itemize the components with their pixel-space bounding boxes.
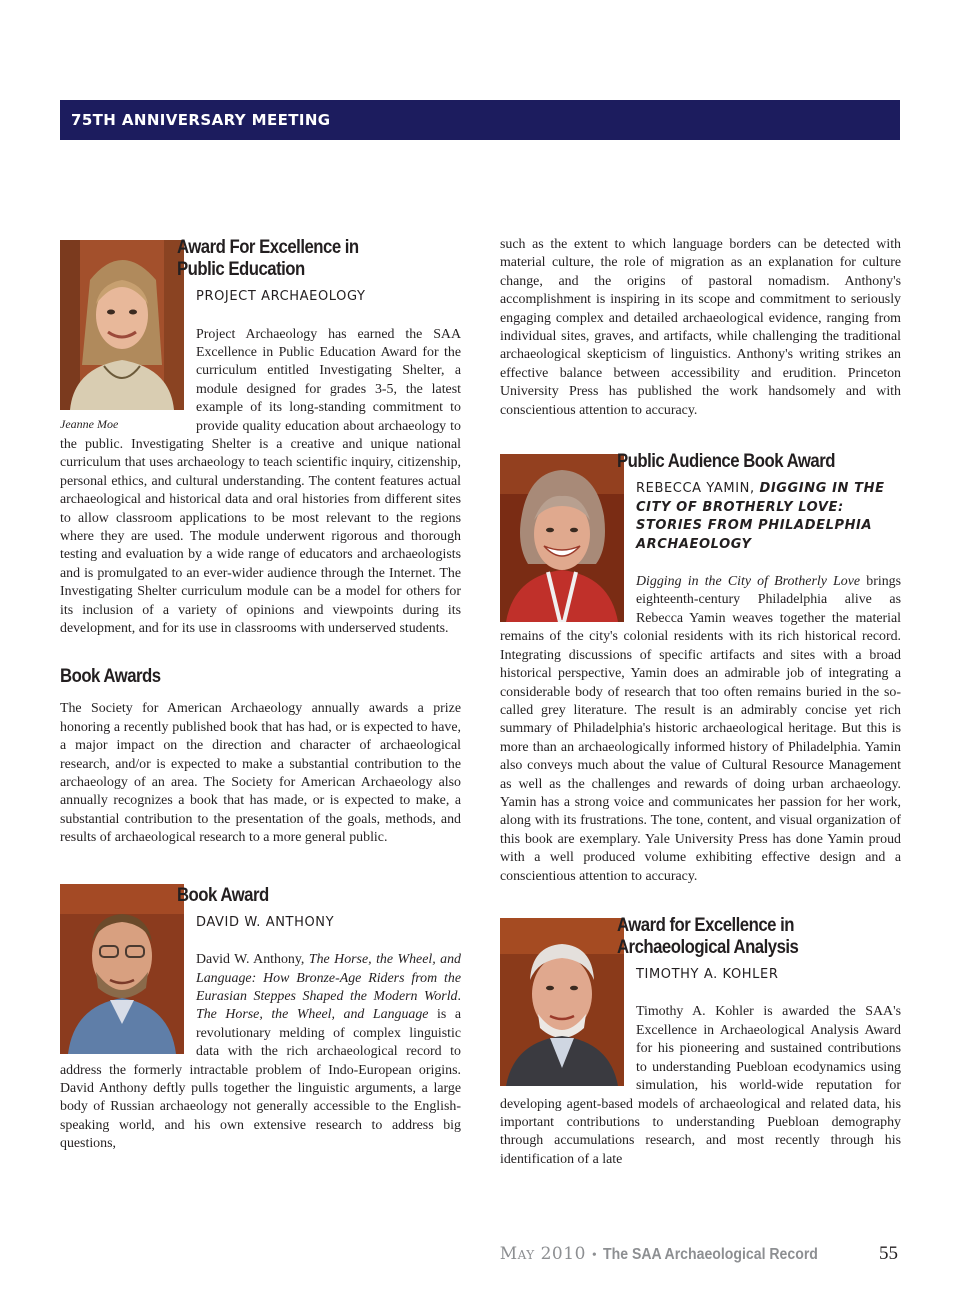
award-title: Award for Excellence in Archaeological Analysis bbox=[616, 913, 799, 958]
award-title: Book Award bbox=[176, 883, 269, 906]
public-education-award bbox=[60, 236, 461, 638]
footer-issue-date: May 2010 bbox=[499, 1244, 586, 1264]
award-body: David W. Anthony, The Horse, the Wheel, and Language: How Bronze-Age Riders from the Eurasian Steppes Shaped the Modern World. The Horse, the Wheel, and Language is a revolutionary melding of complex linguistic data with the rich archaeological record to address the formerly intractable problem of Indo-European origins. David Anthony deftly pulls together the linguistic arguments, a large body of Russian archaeology not generally accessible to the English-speaking world, and his own extensive research to address big questions, bbox=[60, 952, 462, 1152]
book-award-continued: such as the extent to which language borders can be detected with material culture, the role of migration as an explanation for culture change, and the origins of pastoral nomadism. Anthony's accomplishment is inspiring in its scope and commitment to seriously engaging complex and detailed archaeological evidence, ranging from individual sites, graves, and artifacts, while challenging the traditional archaeological skepticism of linguistics. Anthony's writing strikes an effective balance between accessibility and erudition. Princeton University Press has published the work handsomely and with conscientious attention to accuracy. bbox=[500, 237, 901, 418]
footer-journal-name: The SAA Archaeological Record bbox=[602, 1246, 818, 1263]
book-title: Digging in the City of Brotherly Love bbox=[636, 574, 861, 590]
award-recipient: DAVID W. ANTHONY bbox=[196, 914, 335, 930]
right-column bbox=[500, 236, 901, 1169]
portrait-image bbox=[500, 454, 624, 622]
award-recipient: PROJECT ARCHAEOLOGY bbox=[196, 289, 366, 304]
book-title: The Horse, the Wheel, and Language: How Bronze-Age Riders from the Eurasian Steppes Shaped the Modern World bbox=[196, 952, 462, 1004]
award-recipient: TIMOTHY A. KOHLER bbox=[636, 966, 779, 982]
footer-bullet-icon: • bbox=[591, 1248, 597, 1263]
award-body: Project Archaeology has earned the SAA Excellence in Public Education Award for the curriculum entitled Investigating Shelter, a module designed for grades 3-5, the latest example of its long-standing commitment to provide quality education about archaeology to the public. Investigating Shelter is a creative and unique national curriculum that uses archaeology to teach scientific inquiry, citizenship, personal ethics, and cultural understanding. The content features actual archaeological and historical data and oral histories from different sites to allow classroom applications to be most relevant to the regions where they are used. The module underwent rigorous and thorough testing and evaluation by a wide range of educators and archaeologists and is promulgated to an ever-wider audience through the Internet. The Investigating Shelter curriculum module can be a model for others for its inclusion of a variety of opinions and viewpoints during its development, and for its use in classrooms with underserved students. bbox=[60, 326, 461, 636]
book-award bbox=[60, 884, 461, 1154]
award-body: Timothy A. Kohler is awarded the SAA's Excellence in Archaeological Analysis Award for his pioneering and sustained contributions to understanding Puebloan ecodynamics using simulation, his world-wide reputation for developing agent-based models of archaeological and related data, his important contributions to understanding Puebloan demography through accumulations research, and most recently through his identification of a late bbox=[500, 1004, 901, 1167]
section-title: Book Awards bbox=[60, 665, 161, 688]
book-awards-section bbox=[60, 665, 461, 847]
page-number: 55 bbox=[879, 1243, 898, 1264]
left-column bbox=[60, 236, 461, 1154]
analysis-award bbox=[500, 914, 901, 1169]
award-title: Public Audience Book Award bbox=[616, 450, 835, 473]
photo-rebecca-yamin bbox=[500, 454, 624, 622]
book-title-short: The Horse, the Wheel, and Language bbox=[196, 1007, 429, 1023]
public-audience-award bbox=[500, 450, 901, 886]
photo-caption: Jeanne Moe bbox=[60, 417, 119, 431]
award-recipient: REBECCA YAMIN, DIGGING IN THE CITY OF BROTHERLY LOVE: STORIES FROM PHILADELPHIA ARCHAEOLOGY bbox=[636, 481, 885, 552]
section-banner: 75TH ANNIVERSARY MEETING bbox=[60, 100, 900, 140]
page-footer bbox=[500, 1243, 898, 1267]
photo-david-anthony bbox=[60, 884, 184, 1054]
award-body: Digging in the City of Brotherly Love brings eighteenth-century Philadelphia alive as Rebecca Yamin weaves together the material remains of the city's colonial residents with its rich historical record. Integrating discussions of specific artifacts and sites with a broad historical perspective, Yamin does an admirable job of integrating a considerable body of research that too often remains buried in the so-called grey literature. The result is an admirably concise yet rich summary of Philadelphia's historic archaeological heritage. But this is more than an archaeologically informed history of Philadelphia. Yamin also conveys much about the value of Cultural Resource Management as well as the challenges and rewards of doing urban archaeology. Yamin has a strong voice and communicates her passion for her work, along with its frustrations. The tone, content, and visual organization of this book are exemplary. Yale University Press has done Yamin proud with a well produced volume exhibiting effective design and a conscientious attention to accuracy. bbox=[500, 574, 901, 884]
portrait-image bbox=[60, 884, 184, 1054]
section-body: The Society for American Archaeology annually awards a prize honoring a recently published book that has had, or is expected to have, a major impact on the direction and character of archaeological research, and/or is expected to make a substantial contribution to the archaeology of an area. The Society for American Archaeology also annually recognizes a book that has made, or is expected to make, a substantial contribution to the presentation of the goals, methods, and results of archaeological research to a more general public. bbox=[60, 701, 461, 846]
award-title: Award For Excellence in Public Education bbox=[176, 236, 359, 280]
